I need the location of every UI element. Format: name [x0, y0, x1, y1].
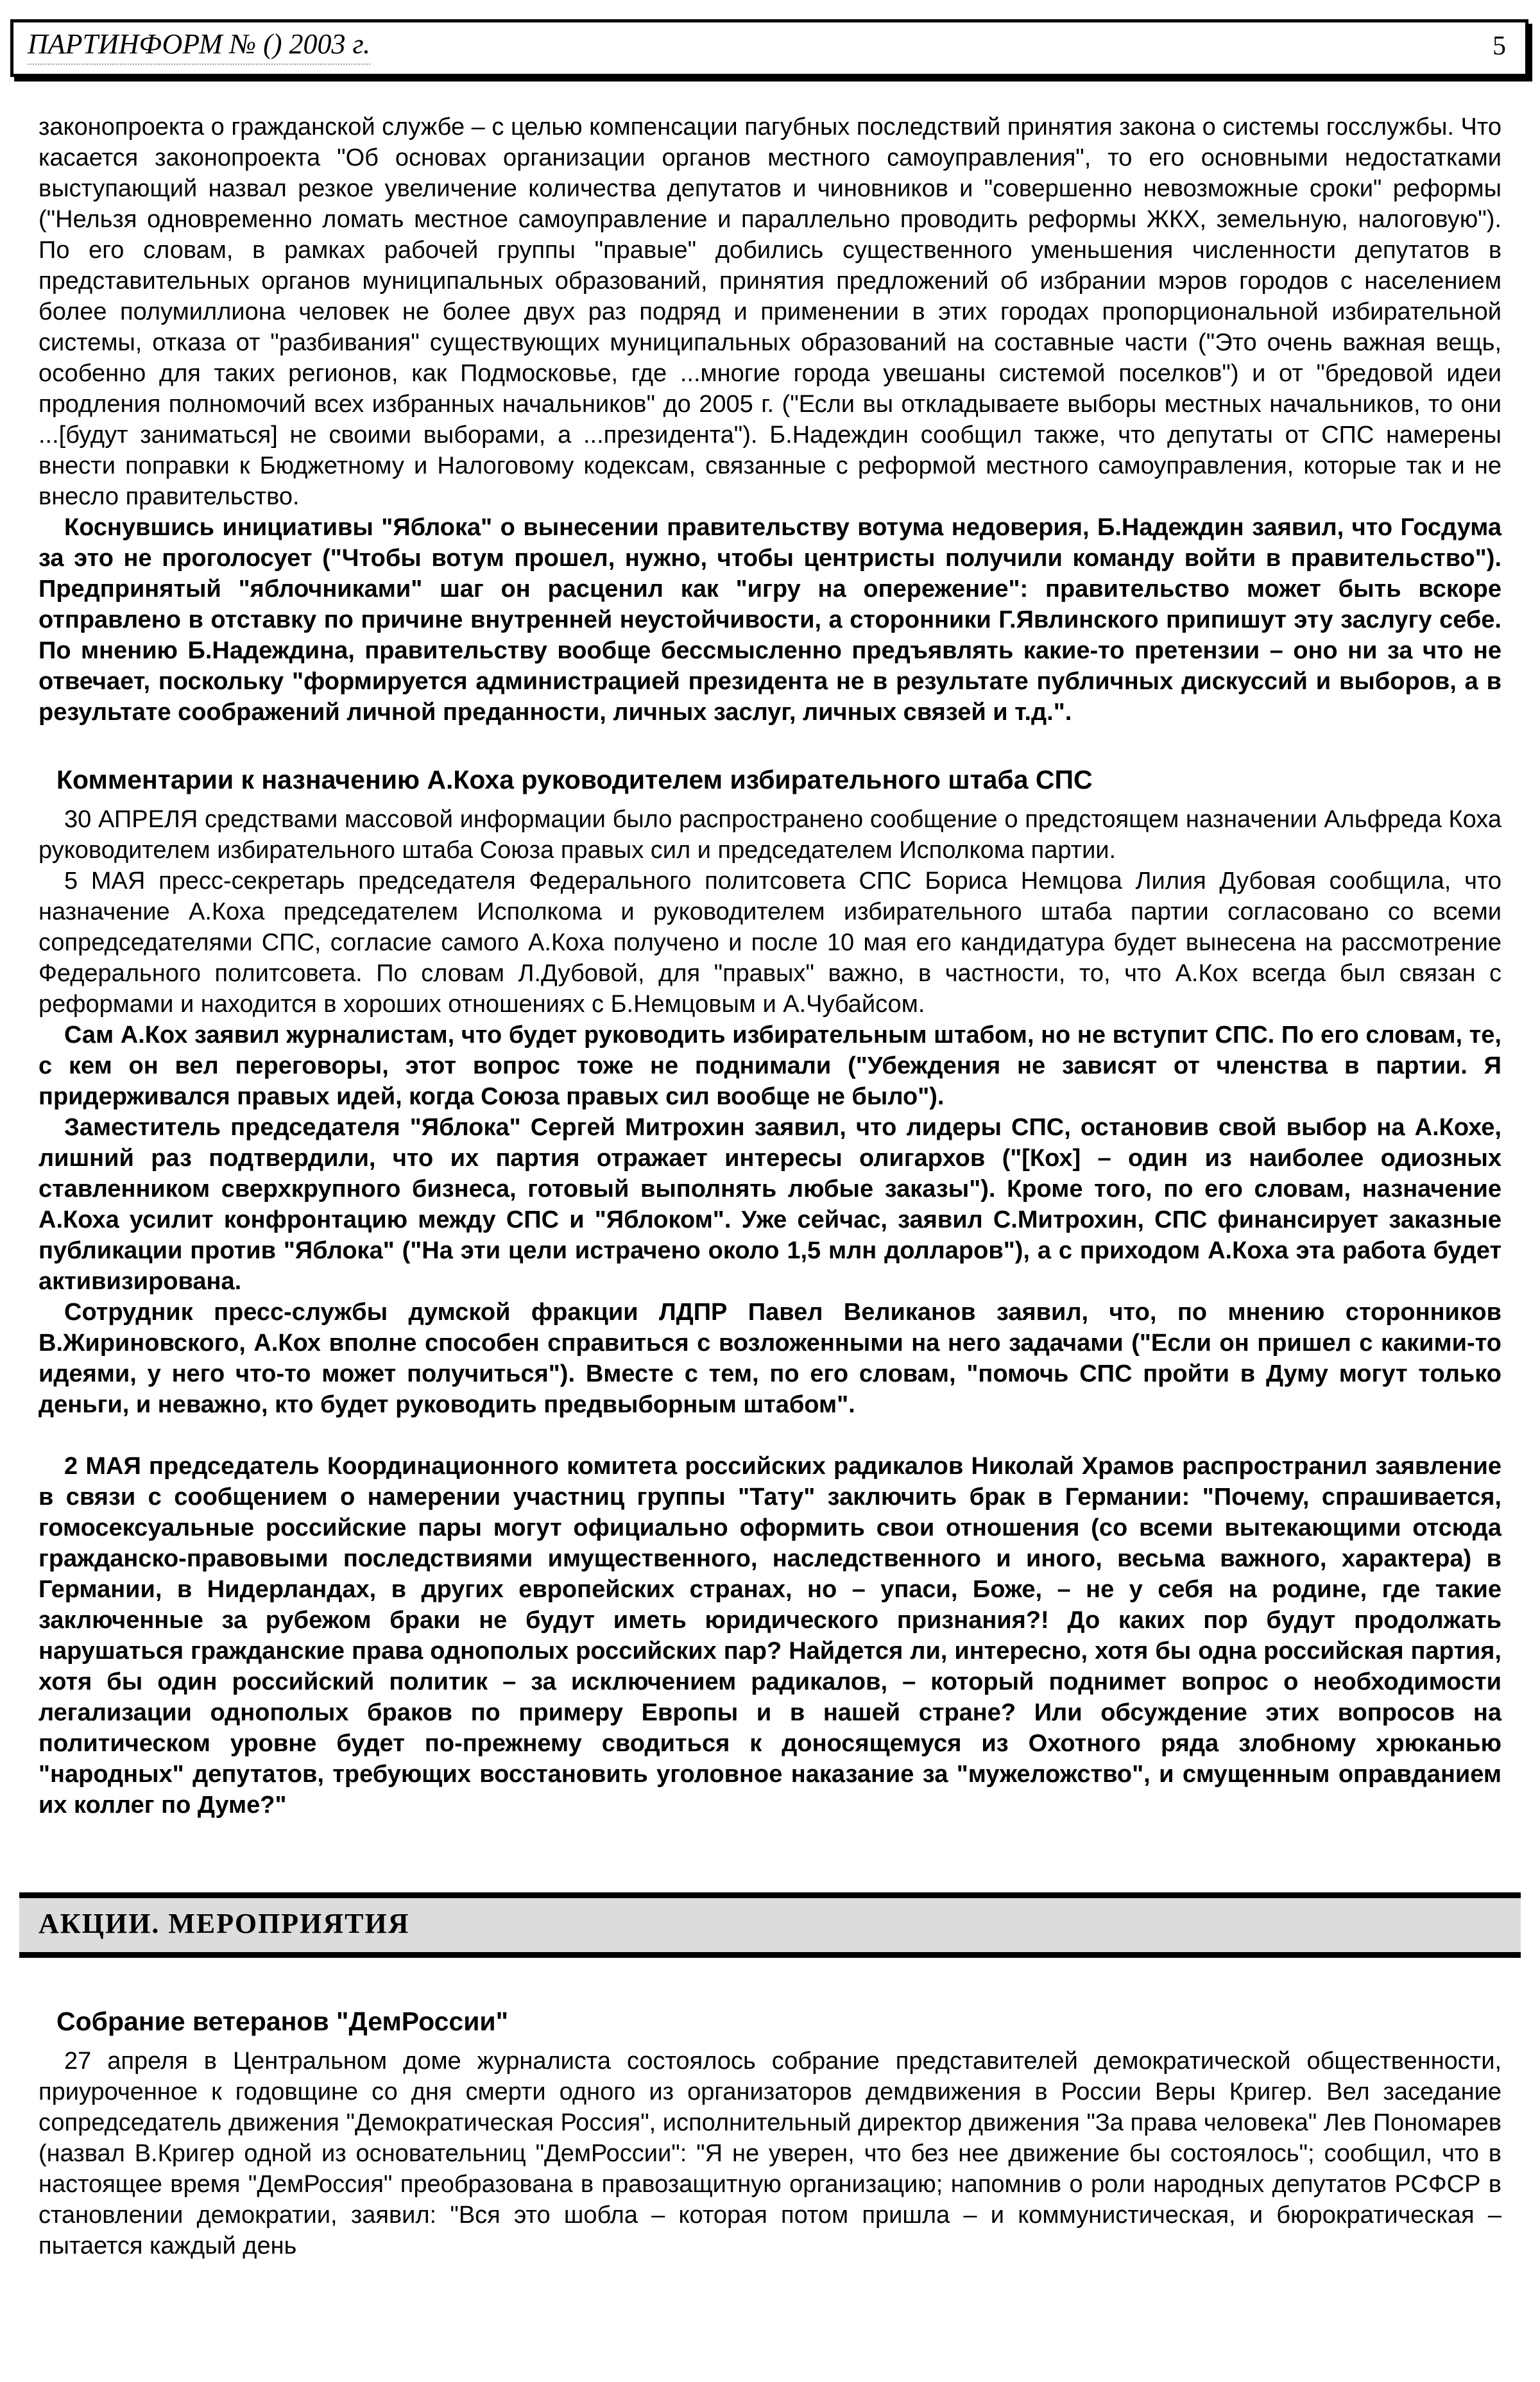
paragraph: Сотрудник пресс-службы думской фракции ЛДПР Павел Великанов заявил, что, по мнению сторонников В.Жириновского, А.Кох вполне способен справиться с возложенными на него задачами ("Если он пришел с какими-то идеями, у него что-то может получиться"). Вместе с тем, по его словам, "помочь СПС пройти в Думу могут только деньги, и неважно, кто будет руководить предвыборным штабом".: [38, 1299, 1502, 1419]
article-body: [38, 112, 1502, 2261]
paragraph: Сам А.Кох заявил журналистам, что будет руководить избирательным штабом, но не вступит СПС. По его словам, те, с кем он вел переговоры, этот вопрос тоже не поднимали ("Убеждения не зависят от членства в партии. Я придерживался правых идей, когда Союза правых сил вообще не было").: [38, 1022, 1502, 1111]
paragraph: 27 апреля в Центральном доме журналиста состоялось собрание представителей демократической общественности, приуроченное к годовщине со дня смерти одного из организаторов демдвижения в России Веры Кригер. Вел заседание сопредседатель движения "Демократическая Россия", исполнительный директор движения "За права человека" Лев Пономарев (назвал В.Кригер одной из основательниц "ДемРоссии": "Я не уверен, что без нее движение бы состоялось"; сообщил, что в настоящее время "ДемРоссия" преобразована в правозащитную организацию; напомнив о роли народных депутатов РСФСР в становлении демократии, заявил: "Вся это шобла – которая потом пришла – и коммунистическая, и бюрократическая – пытается каждый день: [38, 2048, 1502, 2260]
paragraph: 2 МАЯ председатель Координационного комитета российских радикалов Николай Храмов распространил заявление в связи с сообщением о намерении участниц группы "Тату" заключить брак в Германии: "Почему, спрашивается, гомосексуальные российские пары могут официально оформить свои отношения (со всеми вытекающими отсюда гражданско-правовыми последствиями имущественного, наследственного и иного, весьма важного, характера) в Германии, в Нидерландах, в других европейских странах, но – упаси, Боже, – не у себя на родине, где такие заключенные за рубежом браки не будут иметь юридического признания?! До каких пор будут продолжать нарушаться гражданские права однополых российских пар? Найдется ли, интересно, хотя бы одна российская партия, хотя бы один российский политик – за исключением радикалов, – который поднимет вопрос о необходимости легализации однополых браков по примеру Европы и в нашей стране? Или обсуждение этих вопросов на политическом уровне будет по-прежнему сводиться к доносящемуся из Охотного ряда злобному хрюканью "народных" депутатов, требующих восстановить уголовное наказание за "мужеложство", и смущенным оправданием их коллег по Думе?": [38, 1453, 1502, 1819]
paragraph: Коснувшись инициативы "Яблока" о вынесении правительству вотума недоверия, Б.Надеждин заявил, что Госдума за это не проголосует ("Чтобы вотум прошел, нужно, чтобы центристы получили команду войти в правительство"). Предпринятый "яблочниками" шаг он расценил как "игру на опережение": правительство может быть вскоре отправлено в отставку по причине внутренней неустойчивости, а сторонники Г.Явлинского припишут эту заслугу себе. По мнению Б.Надеждина, правительству вообще бессмысленно предъявлять какие-то претензии – оно ни за что не отвечает, поскольку "формируется администрацией президента не в результате публичных дискуссий и выборов, а в результате соображений личной преданности, личных заслуг, личных связей и т.д.".: [38, 514, 1502, 726]
paragraph: Заместитель председателя "Яблока" Сергей Митрохин заявил, что лидеры СПС, остановив свой выбор на А.Кохе, лишний раз подтвердили, что их партия отражает интересы олигархов ("[Кох] – один из наиболее одиозных ставленником сверхкрупного бизнеса, готовый выполнять любые заказы"). Кроме того, по его словам, назначение А.Коха усилит конфронтацию между СПС и "Яблоком". Уже сейчас, заявил С.Митрохин, СПС финансирует заказные публикации против "Яблока" ("На эти цели истрачено около 1,5 млн долларов"), а с приходом А.Коха эта работа будет активизирована.: [38, 1114, 1502, 1296]
page-number: 5: [1493, 31, 1506, 61]
paragraph: законопроекта о гражданской службе – с целью компенсации пагубных последствий принятия закона о системы госслужбы. Что касается законопроекта "Об основах организации органов местного самоуправления", то его основными недостатками выступающий назвал резкое увеличение количества депутатов и чиновников и "совершенно невозможные сроки" реформы ("Нельзя одновременно ломать местное самоуправление и параллельно проводить реформы ЖКХ, земельную, налоговую"). По его словам, в рамках рабочей группы "правые" добились существенного уменьшения численности депутатов в представительных органов муниципальных образований, принятия предложений об избрании мэров городов с населением более полумиллиона человек не более двух раз подряд и применении в этих городах пропорциональной избирательной системы, отказа от "разбивания" существующих муниципальных образований на составные части ("Это очень важная вещь, особенно для таких регионов, как Подмосковье, где ...многие города увешаны системой поселков") и от "бредовой идеи продления полномочий всех избранных начальников" до 2005 г. ("Если вы откладываете выборы местных начальников, то они ...[будут заниматься] не своими выборами, а ...президента"). Б.Надеждин сообщил также, что депутаты от СПС намерены внести поправки к Бюджетному и Налоговому кодексам, связанные с реформой местного самоуправления, которые так и не внесло правительство.: [38, 114, 1502, 510]
journal-title: ПАРТИНФОРМ № () 2003 г.: [28, 28, 370, 65]
page-header: [10, 19, 1528, 77]
section-banner: АКЦИИ. МЕРОПРИЯТИЯ: [19, 1892, 1521, 1958]
paragraph: 5 МАЯ пресс-секретарь председателя Федерального политсовета СПС Бориса Немцова Лилия Дубовая сообщила, что назначение А.Коха председателем Исполкома и руководителем избирательного штаба партии согласовано со всеми сопредседателями СПС, согласие самого А.Коха получено и после 10 мая его кандидатура будет вынесена на рассмотрение Федерального политсовета. По словам Л.Дубовой, для "правых" важно, в частности, то, что А.Кох всегда был связан с реформами и находится в хороших отношениях с Б.Немцовым и А.Чубайсом.: [38, 868, 1502, 1018]
section-heading: Собрание ветеранов "ДемРоссии": [56, 2007, 509, 2037]
section-heading: Комментарии к назначению А.Коха руководителем избирательного штаба СПС: [56, 765, 1093, 794]
paragraph: 30 АПРЕЛЯ средствами массовой информации было распространено сообщение о предстоящем назначении Альфреда Коха руководителем избирательного штаба Союза правых сил и председателем Исполкома партии.: [38, 806, 1502, 864]
